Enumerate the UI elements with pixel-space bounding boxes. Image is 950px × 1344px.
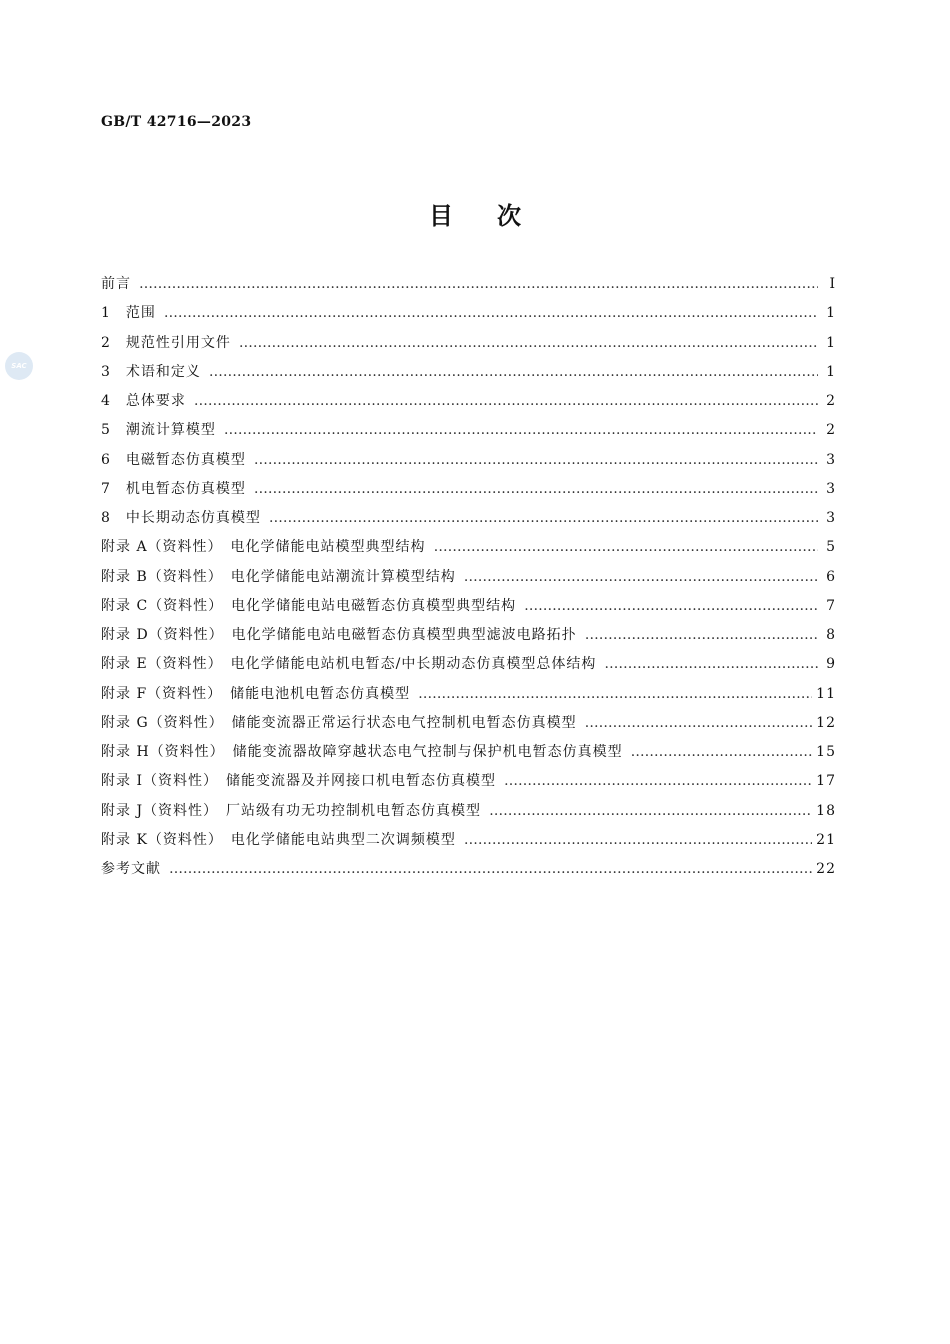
toc-entry-appendix-d[interactable] [101,621,836,650]
toc-entry-5[interactable] [101,416,836,445]
toc-entry-page: 11 [816,685,836,702]
toc-entry-page: 6 [826,568,836,585]
toc-entry-page: 21 [816,831,836,848]
dot-leader [504,767,812,796]
toc-entry-8[interactable] [101,504,836,533]
toc-entry-page: 1 [826,305,836,322]
toc-entry-page: 9 [826,656,836,673]
toc-entry-appendix-f[interactable] [101,680,836,709]
dot-leader [164,299,818,328]
toc-entry-label: 附录 B（资料性） 电化学储能电站潮流计算模型结构 [101,568,456,585]
dot-leader [254,475,818,504]
toc-entry-label: 附录 E（资料性） 电化学储能电站机电暂态/中长期动态仿真模型总体结构 [101,656,597,673]
toc-entry-page: 7 [826,597,836,614]
dot-leader [269,504,818,533]
toc-entry-6[interactable] [101,446,836,475]
toc-entry-label: 5 潮流计算模型 [101,422,216,439]
toc-entry-label: 附录 J（资料性） 厂站级有功无功控制机电暂态仿真模型 [101,802,482,819]
dot-leader [631,738,813,767]
toc-entry-appendix-g[interactable] [101,709,836,738]
toc-entry-label: 参考文献 [101,861,161,877]
toc-entry-label: 附录 K（资料性） 电化学储能电站典型二次调频模型 [101,831,456,848]
toc-entry-appendix-c[interactable] [101,592,836,621]
dot-leader [194,387,818,416]
toc-entry-label: 附录 I（资料性） 储能变流器及并网接口机电暂态仿真模型 [101,773,496,790]
dot-leader [489,797,812,826]
toc-entry-label: 7 机电暂态仿真模型 [101,480,246,497]
toc-entry-page: 1 [826,363,836,380]
toc-entry-page: 5 [826,539,836,556]
toc-entry-page: 2 [826,393,836,409]
toc-entry-label: 附录 D（资料性） 电化学储能电站电磁暂态仿真模型典型滤波电路拓扑 [101,627,577,643]
toc-entry-appendix-e[interactable] [101,650,836,679]
dot-leader [209,358,818,387]
toc-entry-label: 1 范围 [101,305,156,322]
toc-entry-page: 3 [826,510,836,526]
dot-leader [139,270,818,299]
toc-entry-page: 12 [816,714,836,731]
toc-entry-page: 2 [826,422,836,439]
dot-leader [604,650,818,679]
toc-entry-label: 附录 A（资料性） 电化学储能电站模型典型结构 [101,539,426,556]
dot-leader [524,592,818,621]
toc-entry-page: 15 [816,744,836,760]
toc-entry-label: 3 术语和定义 [101,363,201,380]
toc-entry-label: 前言 [101,276,131,292]
dot-leader [434,533,818,562]
table-of-contents [101,270,836,884]
toc-entry-appendix-i[interactable] [101,767,836,796]
toc-entry-label: 附录 C（资料性） 电化学储能电站电磁暂态仿真模型典型结构 [101,597,517,614]
toc-entry-foreword[interactable] [101,270,836,299]
toc-entry-appendix-b[interactable] [101,563,836,592]
toc-entry-appendix-h[interactable] [101,738,836,767]
toc-entry-label: 8 中长期动态仿真模型 [101,510,261,526]
dot-leader [464,826,812,855]
dot-leader [585,709,813,738]
toc-entry-label: 4 总体要求 [101,393,186,409]
toc-entry-label: 2 规范性引用文件 [101,334,231,351]
toc-entry-page: 3 [826,480,836,497]
toc-entry-page: 17 [816,773,836,790]
toc-entry-2[interactable] [101,329,836,358]
toc-entry-bibliography[interactable] [101,855,836,884]
toc-entry-7[interactable] [101,475,836,504]
toc-entry-label: 附录 H（资料性） 储能变流器故障穿越状态电气控制与保护机电暂态仿真模型 [101,744,623,760]
toc-entry-3[interactable] [101,358,836,387]
toc-entry-appendix-a[interactable] [101,533,836,562]
toc-entry-appendix-k[interactable] [101,826,836,855]
dot-leader [169,855,812,884]
dot-leader [585,621,818,650]
dot-leader [239,329,818,358]
toc-entry-label: 附录 G（资料性） 储能变流器正常运行状态电气控制机电暂态仿真模型 [101,714,577,731]
toc-entry-page: 22 [816,861,836,877]
dot-leader [224,416,818,445]
toc-entry-page: Ⅰ [829,276,836,292]
toc-entry-appendix-j[interactable] [101,797,836,826]
toc-entry-page: 1 [826,334,836,351]
dot-leader [254,446,818,475]
page-title: 目次 [429,202,565,230]
toc-entry-label: 6 电磁暂态仿真模型 [101,451,246,468]
toc-entry-page: 18 [816,802,836,819]
sac-watermark-logo: SAC [5,352,33,380]
toc-entry-page: 8 [826,627,836,643]
toc-entry-1[interactable] [101,299,836,328]
standard-code: GB/T 42716—2023 [101,114,252,130]
toc-entry-4[interactable] [101,387,836,416]
toc-entry-page: 3 [826,451,836,468]
dot-leader [418,680,812,709]
toc-entry-label: 附录 F（资料性） 储能电池机电暂态仿真模型 [101,685,411,702]
dot-leader [464,563,818,592]
